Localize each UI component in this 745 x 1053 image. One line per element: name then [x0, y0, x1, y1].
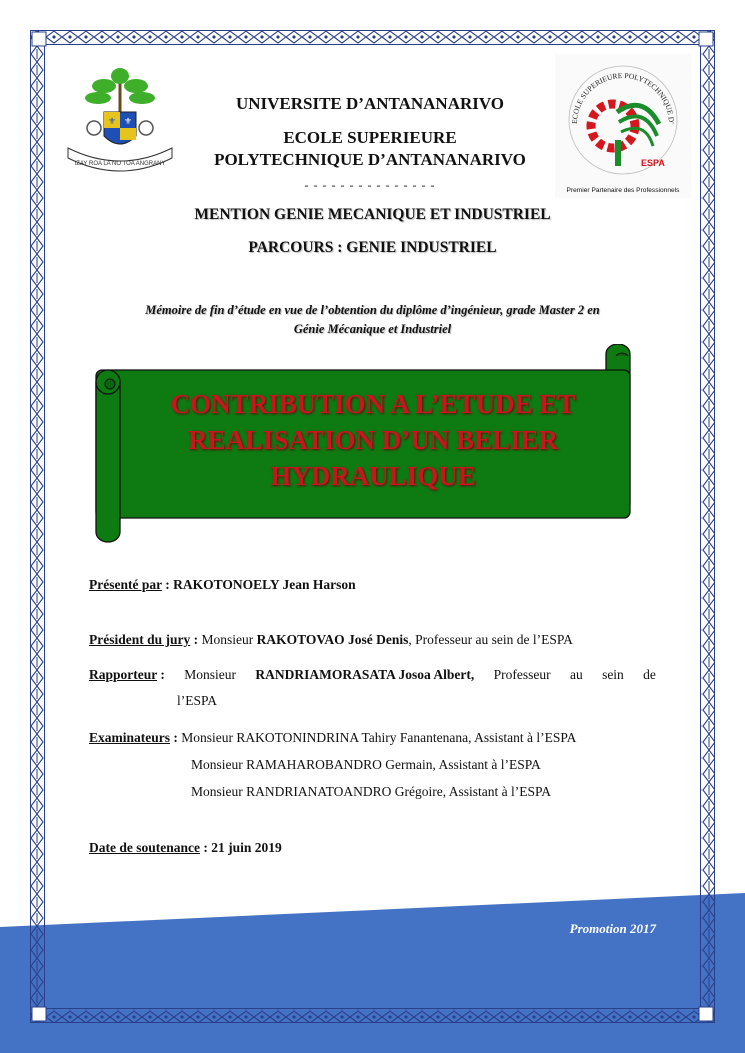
rapporteur: Rapporteur : Monsieur RANDRIAMORASATA Josoa Albert, Professeur au sein de l’ESPA: [89, 667, 656, 708]
defense-date-value: 21 juin 2019: [211, 840, 282, 855]
jury-president: Président du jury : Monsieur RAKOTOVAO José Denis, Professeur au sein de l’ESPA: [89, 632, 573, 647]
rapporteur-label: Rapporteur: [89, 667, 158, 682]
jury-president-label: Président du jury: [89, 632, 191, 647]
memoire-line-1: Mémoire de fin d’étude en vue de l’obtention du diplôme d’ingénieur, grade Master 2 en: [145, 303, 600, 317]
examinateurs-label: Examinateurs: [89, 730, 170, 745]
examinateur-1: Monsieur RAKOTONINDRINA Tahiry Fanantenana, Assistant à l’ESPA: [181, 730, 577, 745]
school-name-line1: ECOLE SUPERIEURE: [283, 128, 457, 147]
thesis-title: [128, 386, 618, 494]
mention-title: MENTION GENIE MECANIQUE ET INDUSTRIEL: [194, 206, 551, 223]
thesis-title-line-1: CONTRIBUTION A L’ETUDE ET: [170, 389, 576, 419]
parcours-title: PARCOURS : GENIE INDUSTRIEL: [248, 239, 497, 256]
promotion-year: Promotion 2017: [569, 921, 656, 936]
examinateur-2: Monsieur RAMAHAROBANDRO Germain, Assistant à l’ESPA: [191, 757, 541, 772]
rapporteur-name: RANDRIAMORASATA Josoa Albert,: [255, 667, 475, 682]
svg-text:⚜: ⚜: [123, 116, 133, 126]
presented-by-label: Présenté par: [89, 577, 162, 592]
university-motto: IZAY ROA LA NO TOA ANGRANY: [74, 161, 166, 167]
memoire-statement: [80, 301, 665, 339]
thesis-title-line-3: HYDRAULIQUE: [270, 461, 476, 491]
examinateurs: Examinateurs : Monsieur RAKOTONINDRINA Tahiry Fanantenana, Assistant à l’ESPA Monsieur RAMAHAROBANDRO Germain, Assistant à l’ESPA Monsieur RANDRIANATOANDRO Grégoire, Assistant à l’ESPA: [89, 728, 669, 802]
header-divider: - - - - - - - - - - - - - - -: [304, 178, 436, 192]
espa-arc-text: ECOLE SUPERIEURE POLYTECHNIQUE D': [569, 70, 677, 125]
defense-date: Date de soutenance : 21 juin 2019: [89, 840, 282, 855]
espa-tagline: Premier Partenaire des Professionnels: [566, 187, 680, 194]
espa-text: ESPA: [641, 158, 665, 168]
presenter-name: RAKOTONOELY Jean Harson: [173, 577, 356, 592]
thesis-title-line-2: REALISATION D’UN BELIER: [187, 425, 559, 455]
jury-president-name: RAKOTOVAO José Denis: [256, 632, 409, 647]
espa-logo: [555, 54, 691, 198]
university-name: UNIVERSITE D’ANTANANARIVO: [235, 94, 505, 113]
presented-by: Présenté par : RAKOTONOELY Jean Harson: [89, 577, 356, 592]
school-name-line2: POLYTECHNIQUE D’ANTANANARIVO: [214, 150, 526, 169]
memoire-line-2: Génie Mécanique et Industriel: [293, 322, 452, 336]
examinateur-3: Monsieur RANDRIANATOANDRO Grégoire, Assistant à l’ESPA: [191, 784, 551, 799]
svg-text:⚜: ⚜: [107, 116, 117, 126]
defense-date-label: Date de soutenance: [89, 840, 200, 855]
